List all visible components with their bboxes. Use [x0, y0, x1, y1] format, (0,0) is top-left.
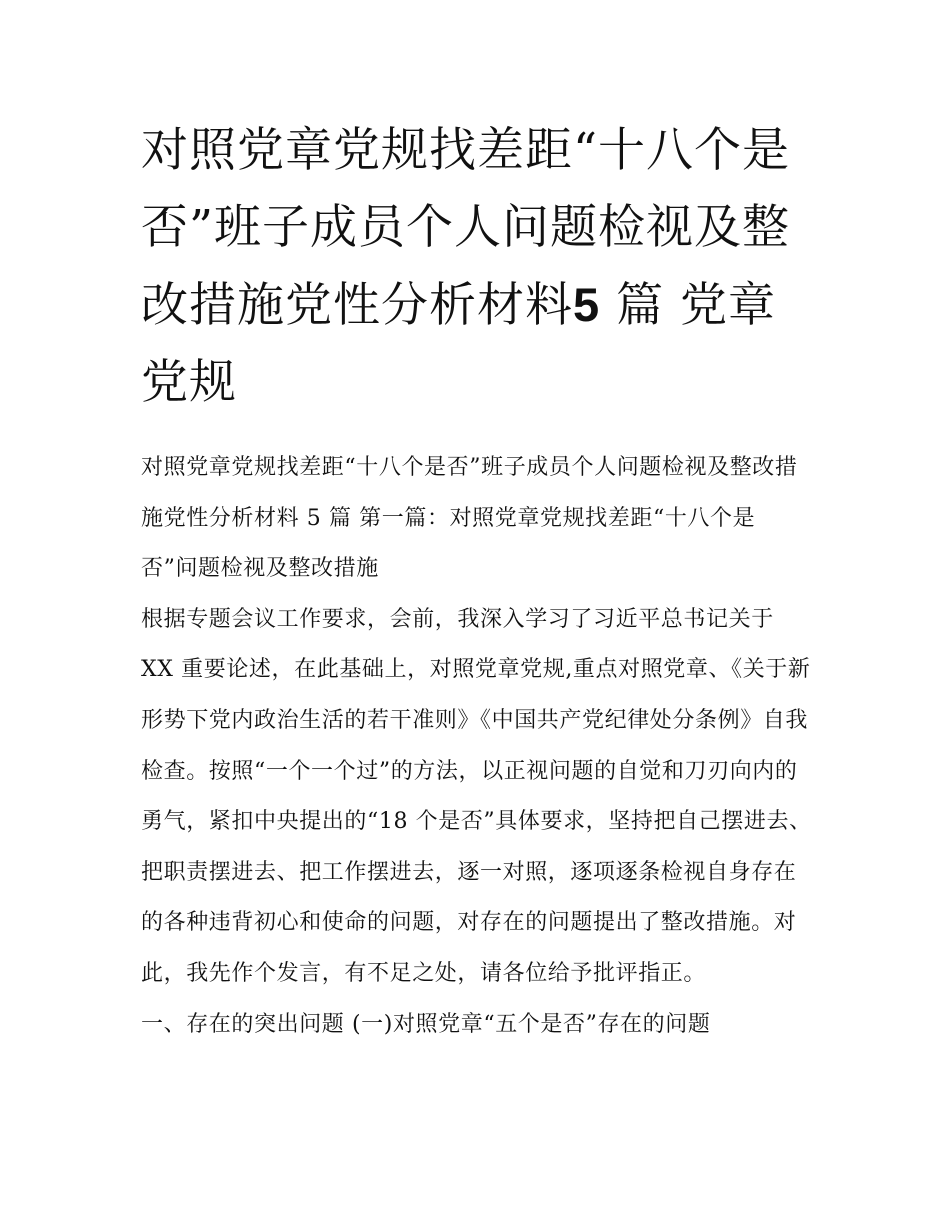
title-number: 5	[573, 278, 601, 331]
title-text-part2: 篇 党章党规	[141, 278, 777, 410]
body-paragraph: 根据专题会议工作要求，会前，我深入学习了习近平总书记关于 XX 重要论述，在此基础上，对照党章党规,重点对照党章、《关于新形势下党内政治生活的若干准则》《中国共产党纪律处分条例》自我检查。按照“一个一个过”的方法，以正视问题的自觉和刀刃向内的勇气，紧扣中央提出的“18 个是否”具体要求，坚持把自己摆进去、把职责摆进去、把工作摆进去，逐一对照，逐项逐条检视自身存在的各种违背初心和使命的问题，对存在的问题提出了整改措施。对此，我先作个发言，有不足之处，请各位给予批评指正。	[141, 606, 812, 986]
title-text-part1: 对照党章党规找差距“十八个是否”班子成员个人问题检视及整改措施党性分析材料	[141, 123, 791, 333]
intro-paragraph: 对照党章党规找差距“十八个是否”班子成员个人问题检视及整改措施党性分析材料 5 篇 第一篇：对照党章党规找差距“十八个是否”问题检视及整改措施	[141, 455, 798, 582]
document-title	[141, 112, 812, 421]
section-heading: 一、存在的突出问题 (一)对照党章“五个是否”存在的问题	[141, 1011, 711, 1037]
